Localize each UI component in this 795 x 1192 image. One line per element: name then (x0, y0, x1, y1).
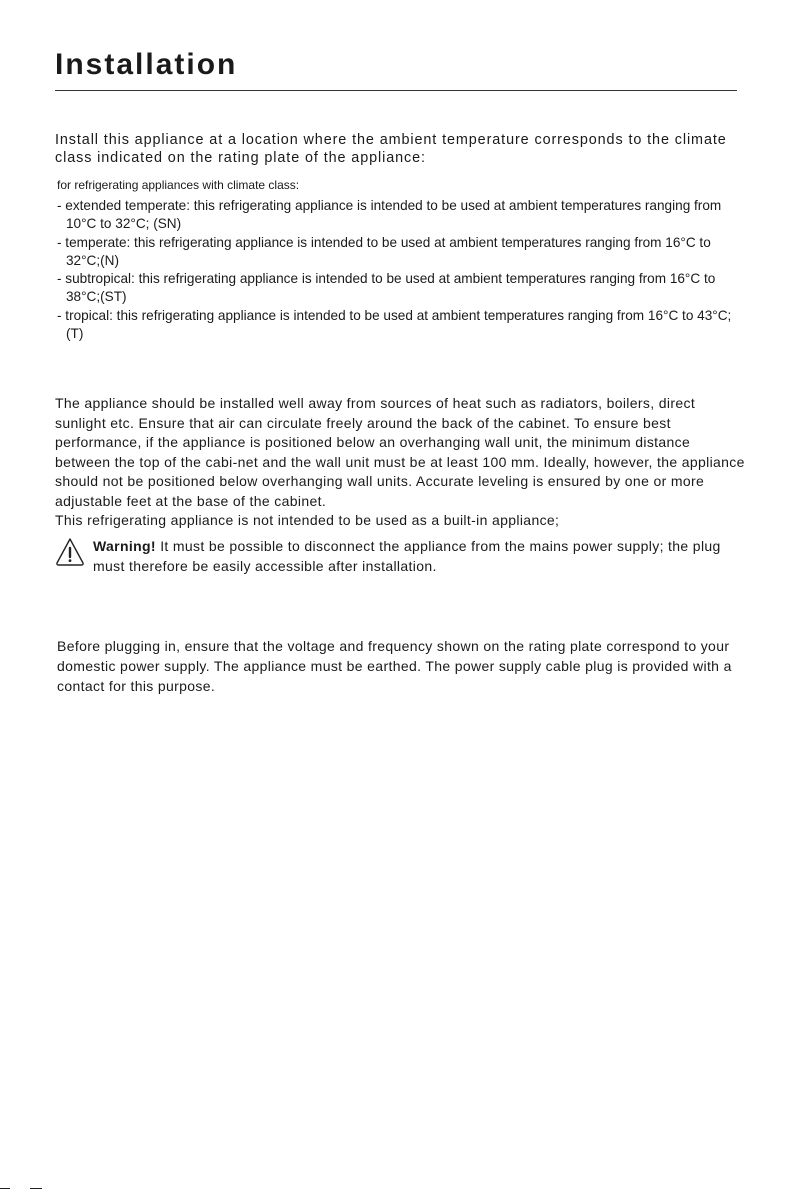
warning-note (93, 537, 743, 576)
climate-class-heading: for refrigerating appliances with climate class: (57, 178, 300, 192)
warning-label: Warning! (93, 538, 156, 554)
climate-class-item-t: - tropical: this refrigerating appliance is intended to be used at ambient temperatures ranging from 16°C to 43°C;(T) (57, 307, 732, 342)
climate-class-list (57, 197, 747, 343)
title-divider (55, 90, 737, 91)
climate-class-item-st: - subtropical: this refrigerating appliance is intended to be used at ambient temperatures ranging from 16°C to 38°C;(ST) (57, 271, 716, 305)
climate-class-item-n: - temperate: this refrigerating appliance is intended to be used at ambient temperatures ranging from 16°C to 32°C;(N) (57, 234, 711, 268)
electrical-connection-paragraph: Before plugging in, ensure that the voltage and frequency shown on the rating plate correspond to your domestic power supply. The appliance must be earthed. The power supply cable plug is provided with a contact for this purpose. (57, 638, 732, 694)
page-title: Installation (55, 48, 238, 81)
placement-paragraph: The appliance should be installed well away from sources of heat such as radiators, boilers, direct sunlight etc. Ensure that air can circulate freely around the back of the cabinet. To ensure best performance, if the appliance is positioned below an overhanging wall unit, the minimum distance between the top of the cabi-net and the wall unit must be at least 100 mm. Ideally, however, the appliance should not be positioned below overhanging wall units. Accurate leveling is ensured by one or more adjustable feet at the base of the cabinet. (55, 395, 745, 509)
warning-message: It must be possible to disconnect the appliance from the mains power supply; the plug must therefore be easily accessible after installation. (93, 538, 721, 574)
placement-section (55, 394, 745, 531)
intro-paragraph: Install this appliance at a location where the ambient temperature corresponds to the climate class indicated on the rating plate of the appliance: (55, 132, 727, 166)
climate-class-item-sn: - extended temperate: this refrigerating appliance is intended to be used at ambient temperatures ranging from 10°C to 32°C; (SN) (57, 198, 722, 232)
page-edge-mark (30, 1188, 42, 1189)
warning-triangle-icon (55, 537, 85, 567)
built-in-note: This refrigerating appliance is not intended to be used as a built-in appliance; (55, 512, 560, 528)
page-edge-mark (0, 1188, 10, 1189)
